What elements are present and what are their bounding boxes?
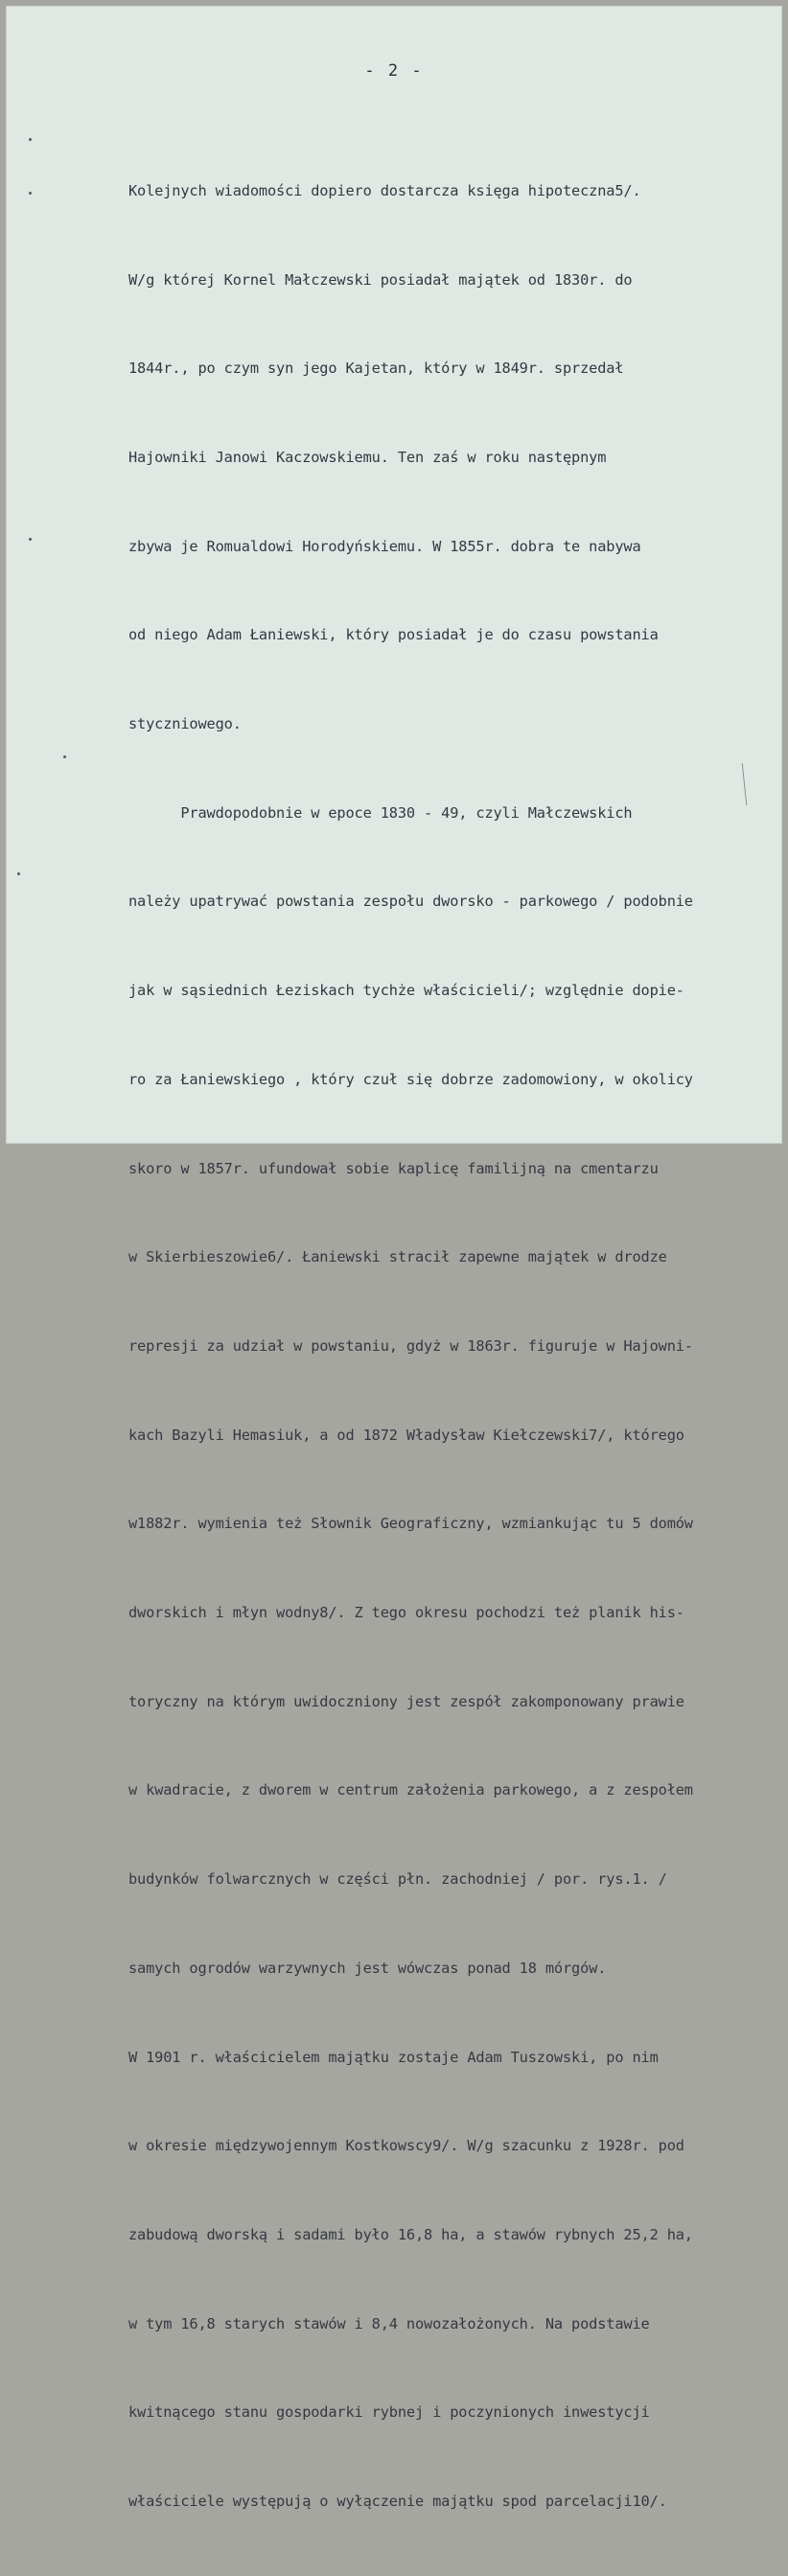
text-line: jak w sąsiednich Łeziskach tychże właścicieli/; względnie dopie- [128,982,684,1000]
text-line: dworskich i młyn wodny8/. Z tego okresu pochodzi też planik his- [128,1604,684,1622]
text-line: zabudową dworską i sadami było 16,8 ha, a stawów rybnych 25,2 ha, [128,2225,693,2243]
text-line: kach Bazyli Hemasiuk, a od 1872 Władysław Kiełczewski7/, którego [128,1426,684,1444]
text-line: Prawdopodobnie w epoce 1830 - 49, czyli Małczewskich [128,803,633,822]
margin-mark [63,755,66,758]
text-line: toryczny na którym uwidoczniony jest zespół zakomponowany prawie [128,1692,684,1710]
margin-mark [17,872,20,875]
text-line: w kwadracie, z dworem w centrum założenia parkowego, a z zespołem [128,1781,693,1799]
text-line: styczniowego. [128,715,242,733]
text-line: w1882r. wymienia też Słownik Geograficzny, wzmiankując tu 5 domów [128,1515,693,1533]
text-line: W 1901 r. właścicielem majątku zostaje Adam Tuszowski, po nim [128,2048,659,2066]
text-line: ro za Łaniewskiego , który czuł się dobrze zadomowiony, w okolicy [128,1070,693,1088]
text-line: należy upatrywać powstania zespołu dworsko - parkowego / podobnie [128,893,693,911]
body-text [128,117,771,2576]
margin-mark [29,538,32,541]
text-line: od niego Adam Łaniewski, który posiadał je do czasu powstania [128,626,659,644]
text-line: w tym 16,8 starych stawów i 8,4 nowozałożonych. Na podstawie [128,2314,650,2332]
text-line: W/g której Kornel Małczewski posiadał majątek od 1830r. do [128,270,633,289]
text-line: kwitnącego stanu gospodarki rybnej i poczynionych inwestycji [128,2403,650,2422]
text-line: Kolejnych wiadomości dopiero dostarcza księga hipoteczna5/. [128,181,641,199]
margin-mark [29,138,32,141]
margin-mark [29,192,32,195]
document-page [6,6,782,2511]
text-line: budynków folwarcznych w części płn. zachodniej / por. rys.1. / [128,1870,667,1889]
text-line: 1844r., po czym syn jego Kajetan, który w 1849r. sprzedał [128,360,624,378]
text-line: zbywa je Romualdowi Horodyńskiemu. W 1855r. dobra te nabywa [128,537,641,555]
text-line: samych ogrodów warzywnych jest wówczas ponad 18 mórgów. [128,1959,607,1977]
text-line: Hajowniki Janowi Kaczowskiemu. Ten zaś w roku następnym [128,448,607,466]
text-line: w Skierbieszowie6/. Łaniewski stracił zapewne majątek w drodze [128,1248,667,1266]
text-line: właściciele występują o wyłączenie majątku spod parcelacji10/. [128,2493,667,2511]
text-line: represji za udział w powstaniu, gdyż w 1863r. figuruje w Hajowni- [128,1336,693,1355]
page-number: - 2 - [364,61,424,81]
text-line: w okresie międzywojennym Kostkowscy9/. W/g szacunku z 1928r. pod [128,2137,684,2155]
text-line: skoro w 1857r. ufundował sobie kaplicę familijną na cmentarzu [128,1159,659,1177]
